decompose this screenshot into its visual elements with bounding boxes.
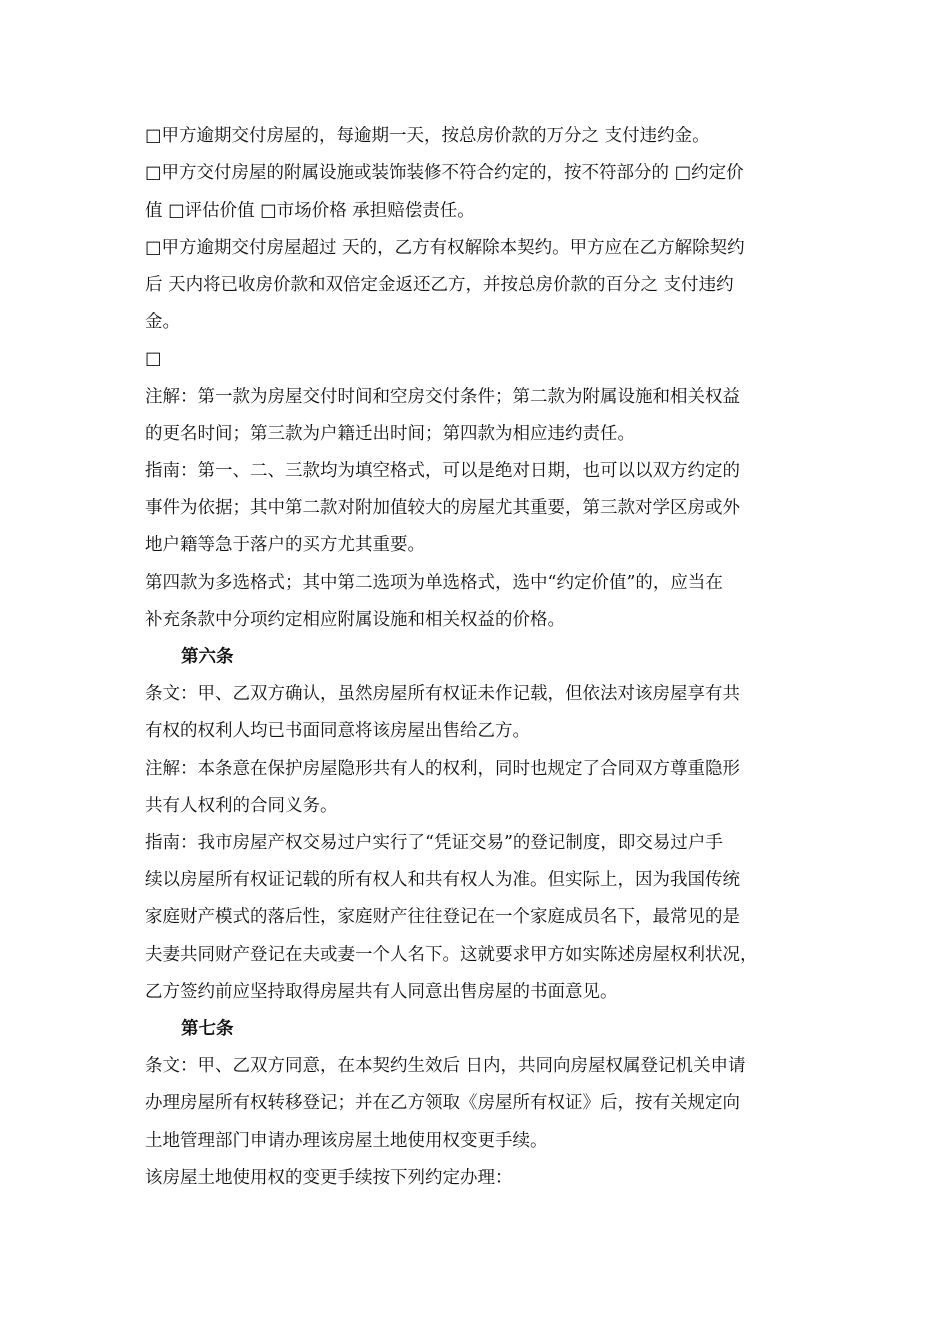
body-line: □甲方逾期交付房屋的，每逾期一天，按总房价款的万分之 支付违约金。 [145,126,710,146]
guide-line: 补充条款中分项约定相应附属设施和相关权益的价格。 [145,610,565,630]
body-line: 后 天内将已收房价款和双倍定金返还乙方，并按总房价款的百分之 支付违约 [145,275,734,295]
annotation-line: 注解：本条意在保护房屋隐形共有人的权利，同时也规定了合同双方尊重隐形 [145,759,740,779]
body-line: 值 □评估价值 □市场价格 承担赔偿责任。 [145,201,475,221]
guide-line: 指南：第一、二、三款均为填空格式，可以是绝对日期，也可以以双方约定的 [145,461,740,481]
guide-line: 家庭财产模式的落后性，家庭财产往往登记在一个家庭成员名下，最常见的是 [145,907,740,927]
guide-line: 乙方签约前应坚持取得房屋共有人同意出售房屋的书面意见。 [145,982,618,1002]
article-heading: 第六条 [181,647,234,667]
body-line: □甲方交付房屋的附属设施或装饰装修不符合约定的，按不符部分的 □约定价 [145,163,744,183]
guide-line: 续以房屋所有权证记载的所有权人和共有权人为准。但实际上，因为我国传统 [145,870,740,890]
checkbox-line: □ [145,349,162,369]
annotation-line: 共有人权利的合同义务。 [145,796,338,816]
guide-line: 夫妻共同财产登记在夫或妻一个人名下。这就要求甲方如实陈述房屋权利状况， [145,945,758,965]
annotation-line: 注解：第一款为房屋交付时间和空房交付条件；第二款为附属设施和相关权益 [145,387,740,407]
guide-line: 第四款为多选格式；其中第二选项为单选格式，选中“约定价值”的，应当在 [145,573,723,593]
article-text-line: 土地管理部门申请办理该房屋土地使用权变更手续。 [145,1131,548,1151]
article-text-line: 条文：甲、乙双方确认，虽然房屋所有权证未作记载，但依法对该房屋享有共 [145,684,740,704]
article-text-line: 该房屋土地使用权的变更手续按下列约定办理： [145,1168,513,1188]
body-line: □甲方逾期交付房屋超过 天的，乙方有权解除本契约。甲方应在乙方解除契约 [145,238,745,258]
guide-line: 指南：我市房屋产权交易过户实行了“凭证交易”的登记制度，即交易过户手 [145,833,723,853]
guide-line: 事件为依据；其中第二款对附加值较大的房屋尤其重要，第三款对学区房或外 [145,498,740,518]
article-heading: 第七条 [181,1019,234,1039]
annotation-line: 的更名时间；第三款为户籍迁出时间；第四款为相应违约责任。 [145,424,635,444]
article-text-line: 条文：甲、乙双方同意，在本契约生效后 日内，共同向房屋权属登记机关申请 [145,1056,746,1076]
guide-line: 地户籍等急于落户的买方尤其重要。 [145,535,425,555]
article-text-line: 有权的权利人均已书面同意将该房屋出售给乙方。 [145,721,530,741]
body-line: 金。 [145,312,180,332]
article-text-line: 办理房屋所有权转移登记；并在乙方领取《房屋所有权证》后，按有关规定向 [145,1093,740,1113]
